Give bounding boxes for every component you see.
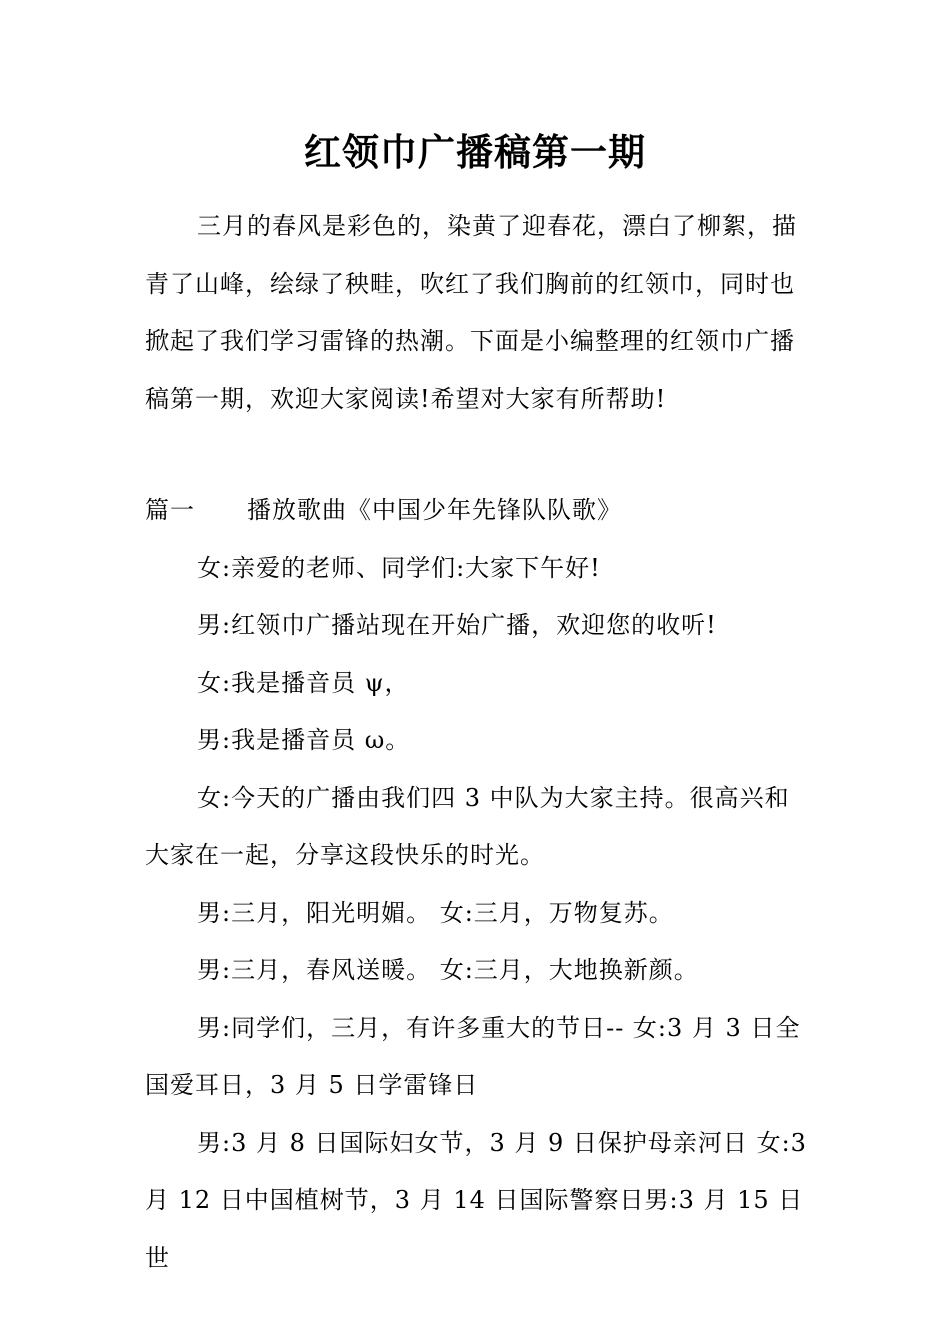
dialogue-line: 男:我是播音员 ω。 [197,726,411,754]
dialogue-line: 女:今天的广播由我们四 3 中队为大家主持。很高兴和大家在一起，分享这段快乐的时光。 [145,783,790,869]
section-label: 篇一 [145,496,195,524]
dialogue-line: 女:我是播音员 ψ， [197,668,410,697]
section-heading [145,482,810,540]
document-title: 红领巾广播稿第一期 [304,130,646,174]
intro-text: 三月的春风是彩色的，染黄了迎春花，漂白了柳絮，描青了山峰，绘绿了秧畦，吹红了我们胸前的红领巾，同时也掀起了我们学习雷锋的热潮。下面是小编整理的红领巾广播稿第一期，欢迎大家阅读!希望对大家有所帮助! [145,212,797,413]
dialogue-line: 男:3 月 8 日国际妇女节，3 月 9 日保护母亲河日 女:3 月 12 日中国植树节，3 月 14 日国际警察日男:3 月 15 日世 [145,1128,807,1272]
dialogue-line: 男:同学们，三月，有许多重大的节日-- 女:3 月 3 日全国爱耳日，3 月 5 日学雷锋日 [145,1013,801,1099]
dialogue-line: 男:三月，阳光明媚。 女:三月，万物复苏。 [197,898,674,927]
dialogue-line: 女:亲爱的老师、同学们:大家下午好! [197,553,601,582]
intro-paragraph [145,198,810,428]
section-title: 播放歌曲《中国少年先锋队队歌》 [247,496,622,524]
section-one [145,482,810,1287]
dialogue-line: 男:三月，春风送暖。 女:三月，大地换新颜。 [197,956,699,984]
dialogue-line: 男:红领巾广播站现在开始广播，欢迎您的收听! [197,611,717,639]
